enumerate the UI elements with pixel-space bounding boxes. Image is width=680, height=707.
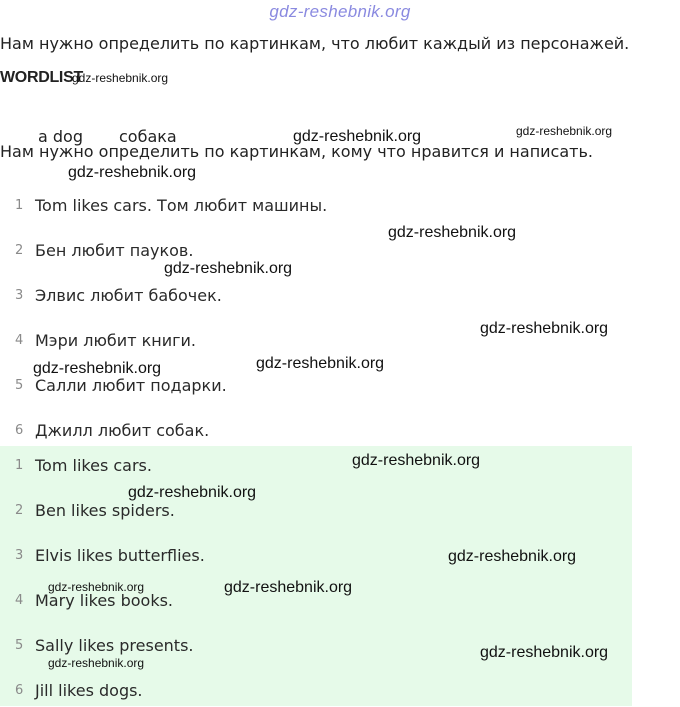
list-item-number: 4 bbox=[15, 333, 24, 348]
watermark-label: gdz-reshebnik.org bbox=[48, 656, 145, 670]
answer-number: 3 bbox=[15, 548, 24, 563]
task-text: Нам нужно определить по картинкам, кому что нравится и написать. bbox=[0, 142, 593, 161]
wordlist-translation: собака bbox=[119, 127, 177, 146]
intro-text: Нам нужно определить по картинкам, что любит каждый из персонажей. bbox=[0, 34, 630, 53]
watermark-label: gdz-reshebnik.org bbox=[256, 355, 385, 372]
list-item: Мэри любит книги. bbox=[35, 331, 197, 350]
watermark-label: gdz-reshebnik.org bbox=[128, 484, 257, 501]
answer-item: Jill likes dogs. bbox=[35, 681, 143, 700]
answer-number: 4 bbox=[15, 593, 24, 608]
answer-item: Elvis likes butterflies. bbox=[35, 546, 205, 565]
wordlist-heading: WORDLIST bbox=[0, 69, 83, 86]
answer-item: Ben likes spiders. bbox=[35, 501, 175, 520]
list-item-number: 1 bbox=[15, 198, 24, 213]
watermark-label: gdz-reshebnik.org bbox=[48, 580, 145, 594]
list-item-number: 6 bbox=[15, 423, 24, 438]
list-item: Элвис любит бабочек. bbox=[35, 286, 222, 305]
watermark-label: gdz-reshebnik.org bbox=[293, 128, 422, 145]
list-item-number: 2 bbox=[15, 243, 24, 258]
wordlist-word: a dog bbox=[38, 127, 83, 146]
list-item: Салли любит подарки. bbox=[35, 376, 227, 395]
answer-number: 5 bbox=[15, 638, 24, 653]
list-item: Бен любит пауков. bbox=[35, 241, 194, 260]
watermark-label: gdz-reshebnik.org bbox=[164, 260, 293, 277]
answer-number: 6 bbox=[15, 683, 24, 698]
answer-number: 1 bbox=[15, 458, 24, 473]
watermark-label: gdz-reshebnik.org bbox=[33, 360, 162, 377]
watermark-label: gdz-reshebnik.org bbox=[352, 452, 481, 469]
answer-number: 2 bbox=[15, 503, 24, 518]
list-item-number: 5 bbox=[15, 378, 24, 393]
list-item: Джилл любит собак. bbox=[35, 421, 210, 440]
watermark-label: gdz-reshebnik.org bbox=[480, 320, 609, 337]
answer-item: Mary likes books. bbox=[35, 591, 174, 610]
watermark-label: gdz-reshebnik.org bbox=[68, 164, 197, 181]
top-watermark: gdz-reshebnik.org bbox=[269, 2, 411, 21]
list-item: Tom likes cars. Том любит машины. bbox=[35, 196, 328, 215]
watermark-label: gdz-reshebnik.org bbox=[388, 224, 517, 241]
list-item-number: 3 bbox=[15, 288, 24, 303]
watermark-label: gdz-reshebnik.org bbox=[448, 548, 577, 565]
watermark-label: gdz-reshebnik.org bbox=[480, 644, 609, 661]
watermark-label: gdz-reshebnik.org bbox=[224, 579, 353, 596]
wordlist-entry-cut bbox=[38, 127, 213, 146]
watermark-label: gdz-reshebnik.org bbox=[516, 124, 613, 138]
answer-item: Sally likes presents. bbox=[35, 636, 194, 655]
answer-item: Tom likes cars. bbox=[35, 456, 152, 475]
watermark-label: gdz-reshebnik.org bbox=[72, 71, 169, 85]
